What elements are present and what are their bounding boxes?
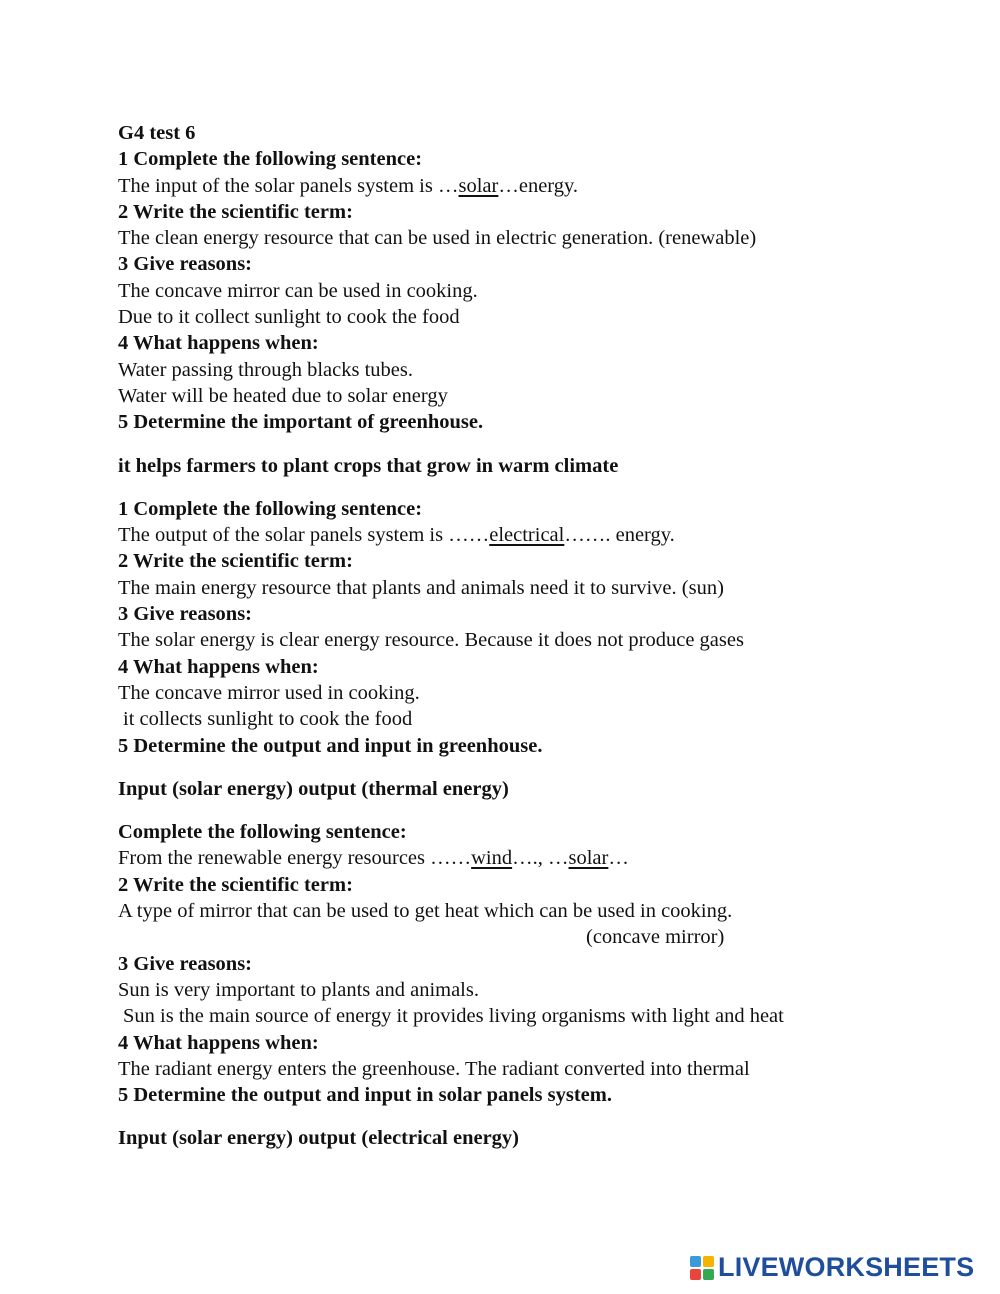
set1-q1-post: …energy. — [498, 174, 579, 197]
set3-q2-text: A type of mirror that can be used to get heat which can be used in cooking. — [118, 900, 733, 923]
set1-q2-text: The clean energy resource that can be used in electric generation. (renewable) — [118, 227, 757, 250]
set2-q1-answer: electrical — [489, 524, 565, 547]
logo-tile — [703, 1256, 714, 1267]
set3-q1-sentence — [118, 845, 978, 871]
logo-text: LIVEWORKSHEETS — [718, 1252, 975, 1282]
set1-q1-answer: solar — [458, 174, 499, 197]
set3-q4-line1: The radiant energy enters the greenhouse. The radiant converted into thermal — [118, 1057, 750, 1080]
set2-q4-line2: it collects sunlight to cook the food — [123, 708, 413, 731]
liveworksheets-logo[interactable] — [690, 1252, 974, 1283]
logo-tile — [690, 1269, 701, 1280]
set2-q4-line1: The concave mirror used in cooking. — [118, 681, 420, 704]
set2-q2-text: The main energy resource that plants and animals need it to survive. (sun) — [118, 576, 724, 599]
set3-q4-heading: 4 What happens when: — [118, 1031, 319, 1054]
set2-q5-heading: 5 Determine the output and input in greenhouse. — [118, 734, 543, 757]
set2-q2-heading: 2 Write the scientific term: — [118, 550, 353, 573]
set2-q1-pre: The output of the solar panels system is …… — [118, 524, 490, 547]
set3-q1-answer2: solar — [568, 847, 609, 870]
set1-q4-heading: 4 What happens when: — [118, 332, 319, 355]
set3-q1-pre: From the renewable energy resources …… — [118, 847, 472, 870]
set3-q1-heading: Complete the following sentence: — [118, 821, 407, 844]
set1-q4-line2: Water will be heated due to solar energy — [118, 384, 448, 407]
set1-q3-line1: The concave mirror can be used in cooking. — [118, 279, 478, 302]
set3-q5-answer: Input (solar energy) output (electrical energy) — [118, 1127, 520, 1150]
set1-q3-heading: 3 Give reasons: — [118, 253, 253, 276]
set1-q4-line1: Water passing through blacks tubes. — [118, 358, 413, 381]
set1-q5-answer: it helps farmers to plant crops that grow in warm climate — [118, 454, 619, 477]
set2-q1-post: ……. energy. — [564, 524, 675, 547]
page-title: G4 test 6 — [118, 122, 196, 144]
logo-tiles-icon — [690, 1256, 714, 1280]
set2-q1-sentence — [118, 522, 978, 548]
set1-q5-heading: 5 Determine the important of greenhouse. — [118, 411, 484, 434]
set3-q3-line2: Sun is the main source of energy it provides living organisms with light and heat — [123, 1005, 784, 1028]
set3-q1-mid: …., … — [512, 847, 569, 870]
set2-q1-heading: 1 Complete the following sentence: — [118, 497, 423, 520]
set1-q1-heading: 1 Complete the following sentence: — [118, 148, 423, 171]
set2-q3-line1: The solar energy is clear energy resource. Because it does not produce gases — [118, 629, 744, 652]
set2-q4-heading: 4 What happens when: — [118, 655, 319, 678]
set3-q5-heading: 5 Determine the output and input in solar panels system. — [118, 1084, 612, 1107]
set1-q1-sentence — [118, 173, 978, 199]
set3-q1-answer1: wind — [471, 847, 513, 870]
worksheet-page — [118, 120, 978, 1152]
set3-q3-line1: Sun is very important to plants and animals. — [118, 978, 479, 1001]
set2-q5-answer: Input (solar energy) output (thermal energy) — [118, 777, 509, 800]
set2-q3-heading: 3 Give reasons: — [118, 603, 253, 626]
set1-q3-line2: Due to it collect sunlight to cook the food — [118, 306, 460, 329]
logo-tile — [703, 1269, 714, 1280]
set3-q1-post: … — [608, 847, 629, 870]
set3-q3-heading: 3 Give reasons: — [118, 952, 253, 975]
set1-q1-pre: The input of the solar panels system is … — [118, 174, 459, 197]
set1-q2-heading: 2 Write the scientific term: — [118, 200, 353, 223]
set3-q2-answer: (concave mirror) — [586, 926, 725, 949]
logo-tile — [690, 1256, 701, 1267]
set3-q2-heading: 2 Write the scientific term: — [118, 873, 353, 896]
